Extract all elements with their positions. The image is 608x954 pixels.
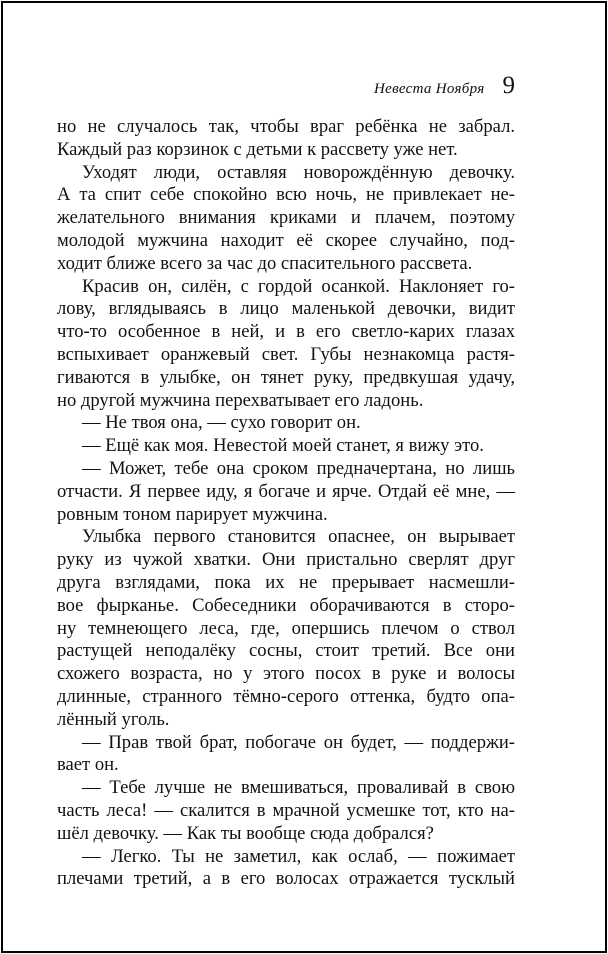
text-line: ходит ближе всего за час до спасительного рассвета. <box>57 252 473 274</box>
body-text <box>57 116 515 891</box>
text-line: вает он. <box>57 754 119 776</box>
text-line: растущей неподалёку сосны, стоит третий. Все они <box>57 640 515 662</box>
text-line: — Тебе лучше не вмешиваться, проваливай в свою <box>82 777 515 799</box>
text-line: — Легко. Ты не заметил, как ослаб, — пожимает <box>82 845 515 867</box>
text-line: молодой мужчина находит её скорее случайно, под- <box>57 229 515 251</box>
text-line: — Не твоя она, — сухо говорит он. <box>82 412 361 434</box>
text-line: ровным тоном парирует мужчина. <box>57 503 328 525</box>
text-line: плечами третий, а в его волосах отражается тусклый <box>57 868 515 890</box>
text-line: вспыхивает оранжевый свет. Губы незнакомца растя- <box>57 343 515 365</box>
text-line: Красив он, силён, с гордой осанкой. Наклоняет го- <box>82 275 515 297</box>
text-line: ну темнеющего леса, где, опершись плечом о ствол <box>57 617 515 639</box>
text-line: Улыбка первого становится опаснее, он вырывает <box>82 526 515 548</box>
text-line: шёл девочку. — Как ты вообще сюда добрался? <box>57 822 434 844</box>
text-line: часть леса! — скалится в мрачной усмешке тот, кто на- <box>57 799 515 821</box>
text-line: — Ещё как моя. Невестой моей станет, я вижу это. <box>82 435 484 457</box>
text-line: вое фырканье. Собеседники оборачиваются в сторо- <box>57 594 515 616</box>
text-line: друга взглядами, пока их не прерывает насмешли- <box>57 571 515 593</box>
text-line: но другой мужчина перехватывает его ладонь. <box>57 389 424 411</box>
text-line: руку из чужой хватки. Они пристально сверлят друг <box>57 549 515 571</box>
text-line: — Может, тебе она сроком предначертана, но лишь <box>82 457 515 479</box>
text-line: Каждый раз корзинок с детьми к рассвету уже нет. <box>57 138 458 160</box>
text-line: гиваются в улыбке, он тянет руку, предвкушая удачу, <box>57 366 515 388</box>
text-line: лову, вглядываясь в лицо маленькой девочки, видит <box>57 298 515 320</box>
page-number: 9 <box>502 72 515 99</box>
text-line: длинные, странного тёмно-серого оттенка, будто опа- <box>57 685 515 707</box>
text-line: схожего возраста, но у этого посох в руке и волосы <box>57 663 515 685</box>
text-line: — Прав твой брат, побогаче он будет, — поддержи- <box>82 731 515 753</box>
text-line: что-то особенное в ней, и в его светло-карих глазах <box>57 321 515 343</box>
running-title: Невеста Ноября <box>373 81 485 97</box>
text-line: желательного внимания криками и плачем, поэтому <box>57 207 515 229</box>
text-line: лённый уголь. <box>57 708 170 730</box>
text-line: А та спит себе спокойно всю ночь, не привлекает не- <box>57 184 515 206</box>
text-line: Уходят люди, оставляя новорождённую девочку. <box>82 161 515 183</box>
text-line: но не случалось так, чтобы враг ребёнка не забрал. <box>57 116 515 137</box>
page-header <box>57 72 515 100</box>
text-line: отчасти. Я первее иду, я богаче и ярче. Отдай её мне, — <box>57 480 515 502</box>
